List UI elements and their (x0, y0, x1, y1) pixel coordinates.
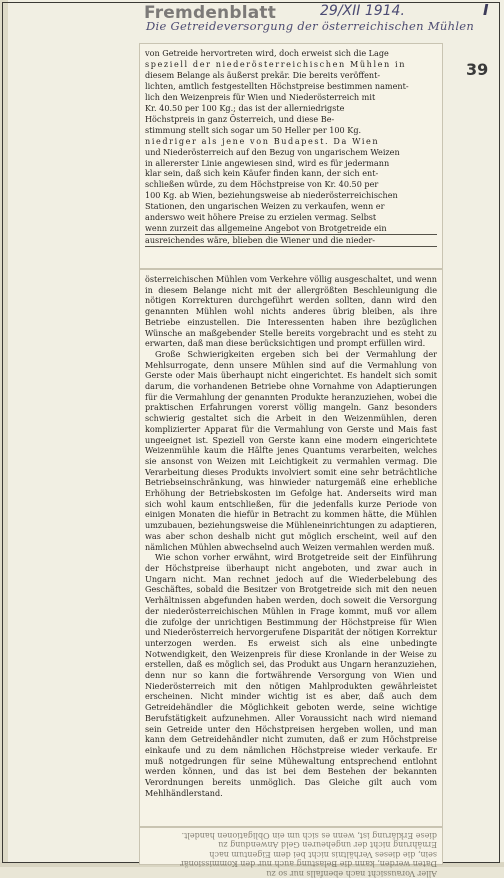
paragraph: Große Schwierigkeiten ergeben sich bei der Vermahlung der Mehlsurrogate, denn unsere Mühlen sind auf die Vermahlung von Gerste oder Mais überhaupt nicht eingerichtet. Es handelt sich somit darum, die vorhandenen Betriebe ohne Vornahme von Adaptierungen für die Vermahlung der genannten Produkte heranzuziehen, wobei die praktischen Erfahrungen vorerst völlig mangeln. Ganz besonders schwierig gestaltet sich die Arbeit in den Weizenmühlen, deren komplizierter Apparat für die Vermahlung von Gerste und Mais fast ungeeignet ist. Speziell von Gerste kann eine modern eingerichtete Weizenmühle kaum die Hälfte jenes Quantums verarbeiten, welches sie ansonst von Weizen mit Leichtigkeit zu vermahlen vermag. Die Verarbeitung dieses Produkts involviert somit eine sehr beträchtliche Betriebseinschränkung, was hinwieder naturgemäß eine erhebliche Erhöhung der Betriebskosten im Gefolge hat. Anderseits wird man sich wohl kaum entschließen, für die jedenfalls kurze Periode von einigen Monaten die hiefür in Betracht zu kommen hätte, die Mühlen umzubauen, beziehungsweise die Mühleneinrichtungen zu adaptieren, was aber schon deshalb nicht gut möglich erscheint, weil auf den nämlichen Mühlen abwechselnd auch Weizen vermahlen werden muß. (145, 348, 437, 552)
clipping-top-text (145, 48, 437, 247)
text-line: ausreichendes wäre, blieben die Wiener und die nieder- (145, 235, 437, 247)
text-line: sein, die dieses Verhältnis nicht bei dem Eigentum nach (209, 849, 437, 859)
handwritten-subject-note: Die Getreideversorgung der österreichischen Mühlen (146, 19, 475, 33)
text-line: wenn zurzeit das allgemeine Angebot von Brotgetreide ein (145, 223, 437, 235)
handwritten-corner-mark: I (483, 1, 489, 19)
handwritten-date: 29/XII 1914. (320, 3, 405, 19)
inverted-text-block (145, 830, 437, 878)
page-number: 39 (466, 60, 489, 79)
text-line: diese Erklärung ist, wenn es sich um ein Obligationen handelt. (181, 830, 437, 840)
text-line: 100 Kg. ab Wien, beziehungsweise ab niederösterreichischen (145, 190, 398, 201)
text-line: diesem Belange als äußerst prekär. Die bereits veröffent- (145, 69, 381, 80)
text-line: speziell der niederösterreichischen Mühlen in (145, 58, 407, 69)
text-line: von Getreide hervortreten wird, doch erweist sich die Lage (145, 48, 389, 58)
text-line: und Niederösterreich auf den Bezug von ungarischem Weizen (145, 146, 400, 157)
text-line: Höchstpreis in ganz Österreich, und diese Be- (145, 113, 335, 124)
text-line: niedriger als jene von Budapest. Da Wien (145, 135, 380, 146)
text-line: in allererster Linie angewiesen sind, wird es für jedermann (145, 157, 390, 168)
text-line: Daten werden, kann die Belastung auch nur den Kommissionär (180, 859, 437, 869)
text-line: Kr. 40.50 per 100 Kg.; das ist der allerniedrigste (145, 102, 345, 113)
text-line: lich den Weizenpreis für Wien und Niederösterreich mit (145, 91, 376, 102)
text-line: anderswo weit höhere Preise zu erzielen vermag. Selbst (145, 212, 377, 223)
newspaper-clipping-top (140, 44, 442, 268)
text-line: schließen würde, zu dem Höchstpreise von Kr. 40.50 per (145, 179, 379, 190)
text-line: lichten, amtlich festgestellten Höchstpreise bestimmen nament- (145, 80, 409, 91)
text-line: stimmung stellt sich sogar um 50 Heller per 100 Kg. (145, 124, 362, 135)
text-line: Stationen, den ungarischen Weizen zu verkaufen, wenn er (145, 201, 385, 212)
paragraph: österreichischen Mühlen vom Verkehre völlig ausgeschaltet, und wenn in diesem Belange nicht mit der allergrößten Beschleunigung die nötigen Korrekturen durchgeführt werden sollten, dann wird den genannten Mühlen wohl nichts anderes übrig bleiben, als ihre Betriebe einzustellen. Die Interessenten haben ihre bezüglichen Wünsche an maßgebender Stelle bereits vorgebracht und es steht zu erwarten, daß man diese berücksichtigen und prompt erfüllen wird. (145, 274, 437, 349)
clipping-main-text (145, 274, 437, 798)
text-line: Ernährung nicht der ungeheuren Geld Anwendung zu (218, 840, 437, 850)
text-line: Aller Voraussicht nach ebenfalls nur so zu (266, 868, 437, 878)
newspaper-clipping-bottom-inverted (140, 828, 442, 878)
newspaper-clipping-main (140, 270, 442, 826)
text-line: klar sein, daß sich kein Käufer finden kann, der sich ent- (145, 168, 379, 179)
newspaper-stamp-title: Fremdenblatt (144, 3, 277, 23)
paragraph: Wie schon vorher erwähnt, wird Brotgetreide seit der Einführung der Höchstpreise überhaupt nicht angeboten, und zwar auch in Ungarn nicht. Man rechnet jedoch auf die Wiederbelebung des Geschäftes, sobald die Besitzer von Brotgetreide sich mit den neuen Verhältnissen abgefunden haben werden, doch soweit die Versorgung der niederösterreichischen Mühlen in Frage kommt, muß vor allem die zufolge der unrichtigen Bestimmung der Höchstpreise für Wien und Niederösterreich hervorgerufene Disparität der nötigen Korrektur unterzogen werden. Es erweist sich als eine unbedingte Notwendigkeit, den Weizenpreis für diese Kronlande in der Weise zu erstellen, daß es möglich sei, das Produkt aus Ungarn heranzuziehen, denn nur so kann die fortwährende Versorgung von Wien und Niederösterreich mit den nötigen Mahlprodukten gewährleistet erscheinen. Nicht minder wichtig ist es aber, daß auch dem Getreidehändler die Möglichkeit geboten werde, seine wichtige Berufstätigkeit aufzunehmen. Aller Voraussicht nach wird niemand sein Getreide unter den Höchstpreisen hergeben wollen, und man kann dem Getreidehändler nicht zumuten, daß er zum Höchstpreise einkaufe und zu dem nämlichen Höchstpreise wieder verkaufe. Er muß notgedrungen für seine Mühewaltung entsprechend entlohnt werden können, und das ist bei dem Bestehen der bekannten Verordnungen bereits unmöglich. Das Gleiche gilt auch vom Mehlhändlerstand. (145, 552, 437, 798)
